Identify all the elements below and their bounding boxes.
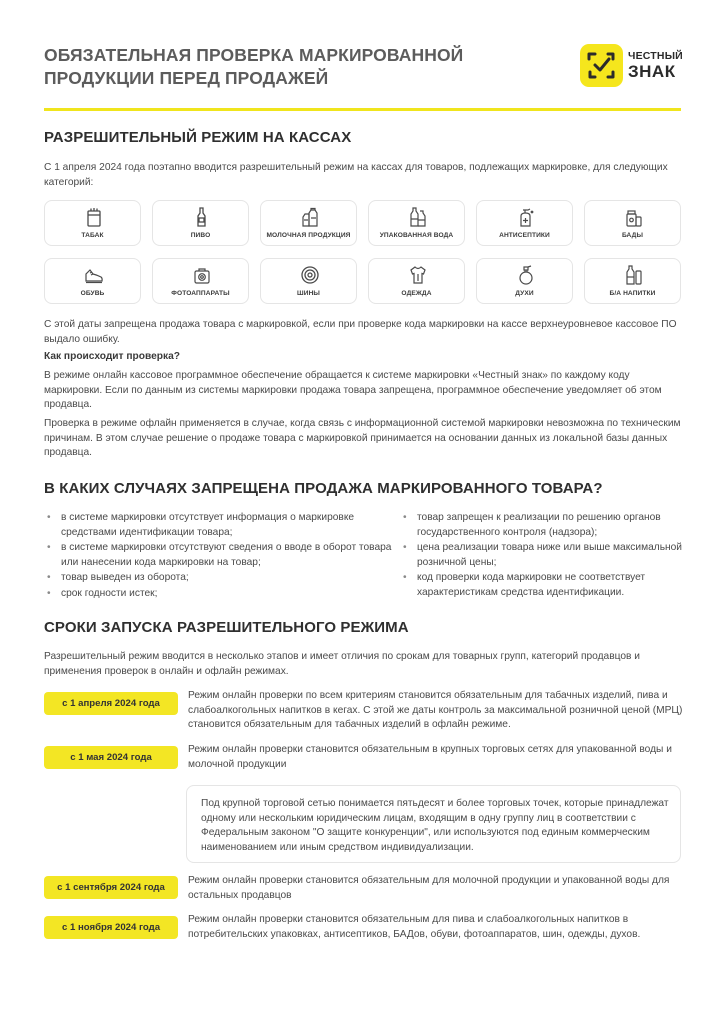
list-item: • срок годности истек; [44, 587, 394, 602]
category-label: ФОТОАППАРАТЫ [171, 290, 230, 297]
category-card-water [368, 200, 465, 246]
list-item: • в системе маркировки отсутствуют сведения о вводе в оборот товара или нанесении кода маркировки на товар; [44, 541, 394, 570]
note-text: Под крупной торговой сетью понимается пятьдесят и более торговых точек, которые принадлежат одному или нескольким юридическим лицам, входящим в одну группу лиц в соответствии с Федеральным законом "О защите конкуренции", или используются под единым коммерческим наименованием или иным средством индивидуализации. [201, 798, 669, 853]
section-heading-cash-register: РАЗРЕШИТЕЛЬНЫЙ РЕЖИМ НА КАССАХ [44, 129, 352, 146]
paragraph-sale-ban: С этой даты запрещена продажа товара с маркировкой, если при проверке кода маркировки на кассе верхнеуровневое кассовое ПО выдало ошибку. [44, 319, 677, 345]
category-label: МОЛОЧНАЯ ПРОДУКЦИЯ [266, 232, 351, 239]
date-badge: с 1 мая 2024 года [44, 746, 178, 769]
cigarette-pack-icon [85, 207, 103, 227]
section3-intro: Разрешительный режим вводится в несколько этапов и имеет отличия по срокам для товарных групп, категорий продавцов и применения проверок в онлайн и офлайн режимах. [44, 651, 640, 677]
stage-description: Режим онлайн проверки становится обязательным для молочной продукции и упакованной воды для остальных продавцов [188, 875, 670, 901]
category-label: БАДЫ [621, 232, 644, 239]
paragraph-question: Как происходит проверка? [44, 351, 180, 362]
camera-icon [193, 265, 211, 285]
category-label: ПИВО [190, 232, 211, 239]
category-card-tobacco [44, 200, 141, 246]
date-badge: с 1 ноября 2024 года [44, 916, 178, 939]
large-chain-note [186, 785, 681, 863]
tire-icon [301, 265, 319, 285]
antiseptic-icon [517, 207, 535, 227]
list-item: • товар запрещен к реализации по решению органов государственного контроля (надзора); [400, 511, 682, 540]
category-label: ДУХИ [515, 290, 534, 297]
ban-cases-right-list [400, 511, 682, 601]
category-card-beer [152, 200, 249, 246]
category-card-cameras [152, 258, 249, 304]
category-label: АНТИСЕПТИКИ [499, 232, 550, 239]
stage-description: Режим онлайн проверки по всем критериям становится обязательным для табачных изделий, пива и слабоалкогольных напитков в кегах. С этой же даты контроль за максимальной розничной ценой (МРЦ) становится обязательным для табачных изделий в офлайн режиме. [188, 690, 683, 730]
logo-wordmark [628, 51, 683, 80]
list-item: • в системе маркировки отсутствует информация о маркировке средствами идентификации товара; [44, 511, 394, 540]
water-bottles-icon [409, 207, 427, 227]
category-card-antiseptic [476, 200, 573, 246]
category-label: ОБУВЬ [80, 290, 105, 297]
document-title [44, 44, 514, 90]
header-divider [44, 108, 681, 111]
section1-intro: С 1 апреля 2024 года поэтапно вводится разрешительный режим на кассах для товаров, подлежащих маркировке, для следующих категорий: [44, 162, 668, 188]
category-card-dairy [260, 200, 357, 246]
category-card-perfume [476, 258, 573, 304]
category-card-soft-drinks [584, 258, 681, 304]
perfume-icon [517, 265, 535, 285]
title-line-2: ПРОДУКЦИИ ПЕРЕД ПРОДАЖЕЙ [44, 68, 329, 88]
category-label: Б/А НАПИТКИ [609, 290, 656, 297]
soft-drinks-icon [625, 265, 643, 285]
logo-line-1: ЧЕСТНЫЙ [628, 50, 683, 63]
category-card-supplements [584, 200, 681, 246]
category-card-tires [260, 258, 357, 304]
stage-description: Режим онлайн проверки становится обязательным в крупных торговых сетях для упакованной воды и молочной продукции [188, 744, 672, 770]
ban-cases-left-list [44, 511, 394, 602]
shirt-icon [409, 265, 427, 285]
list-item: • код проверки кода маркировки не соответствует характеристикам средства идентификации. [400, 571, 682, 600]
dairy-icon [301, 207, 319, 227]
category-label: ШИНЫ [297, 290, 320, 297]
beer-bottle-icon [193, 207, 211, 227]
paragraph-offline-check: Проверка в режиме офлайн применяется в случае, когда связь с информационной системой маркировки невозможна по техническим причинам. В этом случае решение о продаже товара с маркировкой принимается на основании данных из локальной базы данных продавца. [44, 418, 681, 458]
logo-check-icon [580, 44, 623, 87]
shoe-icon [85, 265, 103, 285]
logo-line-2: ЗНАК [628, 61, 676, 81]
category-card-shoes [44, 258, 141, 304]
date-badge: с 1 сентября 2024 года [44, 876, 178, 899]
date-badge: с 1 апреля 2024 года [44, 692, 178, 715]
section-heading-launch-dates: СРОКИ ЗАПУСКА РАЗРЕШИТЕЛЬНОГО РЕЖИМА [44, 619, 409, 636]
title-line-1: ОБЯЗАТЕЛЬНАЯ ПРОВЕРКА МАРКИРОВАННОЙ [44, 45, 464, 65]
category-card-clothes [368, 258, 465, 304]
chestny-znak-logo [580, 44, 683, 87]
category-label: ОДЕЖДА [401, 290, 432, 297]
paragraph-online-check: В режиме онлайн кассовое программное обеспечение обращается к системе маркировки «Честный знак» по каждому коду маркировки. Если по данным из системы маркировки продажа товара запрещена, программное обеспечение уведомляет об этом продавца. [44, 370, 662, 410]
stage-description: Режим онлайн проверки становится обязательным для пива и слабоалкогольных напитков в потребительских упаковках, антисептиков, БАДов, обуви, фотоаппаратов, шин, одежды, духов. [188, 914, 641, 940]
supplements-icon [625, 207, 643, 227]
list-item: • товар выведен из оборота; [44, 571, 394, 586]
section-heading-sale-ban-cases: В КАКИХ СЛУЧАЯХ ЗАПРЕЩЕНА ПРОДАЖА МАРКИРОВАННОГО ТОВАРА? [44, 480, 603, 497]
list-item: • цена реализации товара ниже или выше максимальной розничной цены; [400, 541, 682, 570]
category-label: ТАБАК [81, 232, 104, 239]
category-label: УПАКОВАННАЯ ВОДА [379, 232, 454, 239]
